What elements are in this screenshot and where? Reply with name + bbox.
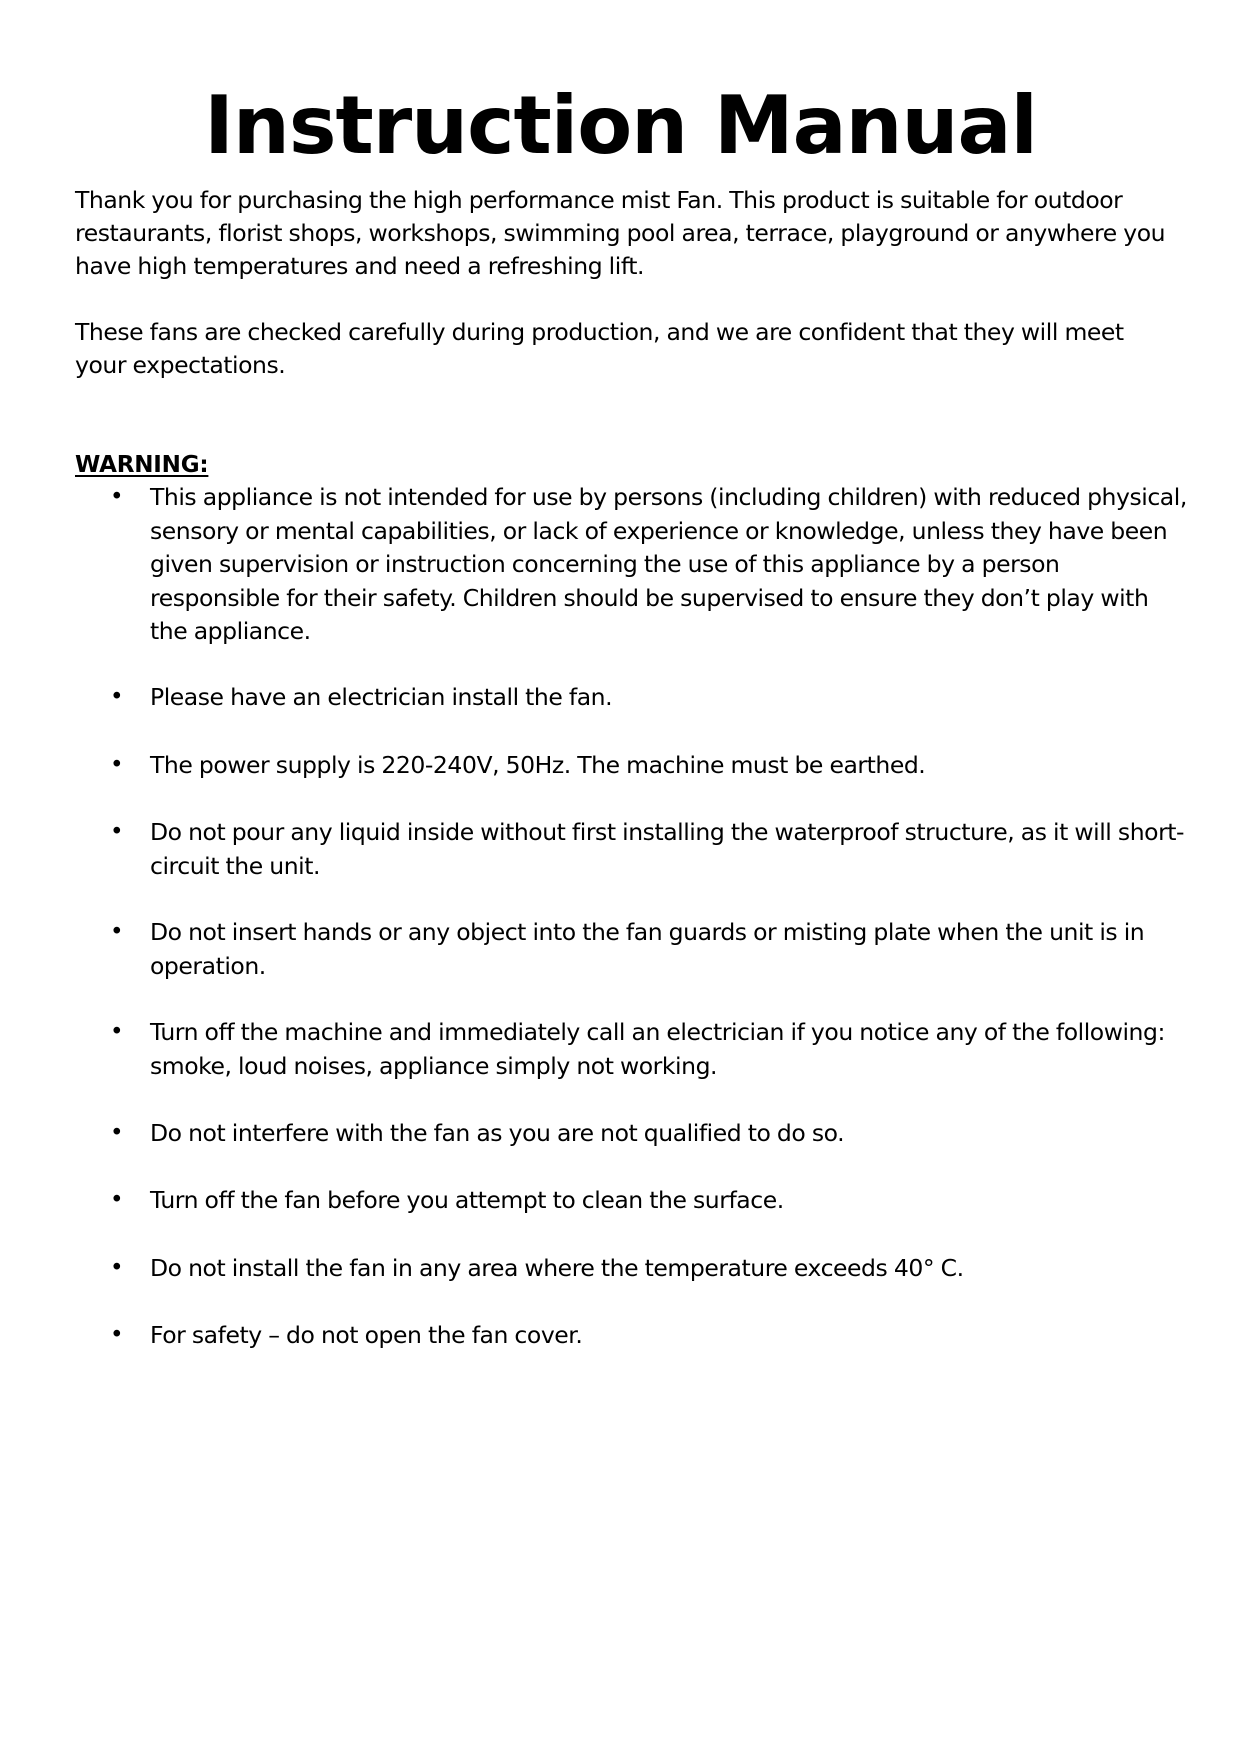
intro-paragraph: Thank you for purchasing the high performance mist Fan. This product is suitable for outdoor restaurants, florist shops, workshops, swimming pool area, terrace, playground or anywhere you have high temperatures and need a refreshing lift. bbox=[75, 186, 1166, 281]
bullet-icon: • bbox=[110, 752, 124, 778]
bullet-icon: • bbox=[110, 1187, 124, 1213]
warning-item-text: Do not install the fan in any area where the temperature exceeds 40° C. bbox=[150, 1254, 964, 1282]
warning-item-text: This appliance is not intended for use by persons (including children) with reduced physical, sensory or mental capabilities, or lack of experience or knowledge, unless they have been given supervision or instruction concerning the use of this appliance by a person responsible for their safety. Children should be supervised to ensure they don’t play with the appliance. bbox=[150, 483, 1187, 645]
quality-paragraph: These fans are checked carefully during production, and we are confident that they will meet your expectations. bbox=[75, 318, 1124, 380]
page-title: Instruction Manual bbox=[204, 79, 1037, 172]
warning-item-text: Turn off the machine and immediately call an electrician if you notice any of the following: smoke, loud noises, appliance simply not working. bbox=[150, 1018, 1165, 1080]
bullet-icon: • bbox=[110, 484, 124, 510]
bullet-icon: • bbox=[110, 1019, 124, 1045]
warning-item-text: Do not insert hands or any object into the fan guards or misting plate when the unit is in operation. bbox=[150, 918, 1145, 980]
warning-item-text: Please have an electrician install the fan. bbox=[150, 683, 613, 711]
warning-item-text: Do not pour any liquid inside without first installing the waterproof structure, as it will short-circuit the unit. bbox=[150, 818, 1185, 880]
bullet-icon: • bbox=[110, 684, 124, 710]
warning-heading: WARNING: bbox=[75, 452, 209, 478]
warning-item-text: The power supply is 220-240V, 50Hz. The machine must be earthed. bbox=[150, 751, 926, 779]
warning-item-text: Do not interfere with the fan as you are not qualified to do so. bbox=[150, 1119, 845, 1147]
bullet-icon: • bbox=[110, 1255, 124, 1281]
bullet-icon: • bbox=[110, 1120, 124, 1146]
bullet-icon: • bbox=[110, 1322, 124, 1348]
bullet-icon: • bbox=[110, 819, 124, 845]
warning-item-text: Turn off the fan before you attempt to clean the surface. bbox=[150, 1186, 784, 1214]
bullet-icon: • bbox=[110, 919, 124, 945]
warning-item-text: For safety – do not open the fan cover. bbox=[150, 1321, 583, 1349]
